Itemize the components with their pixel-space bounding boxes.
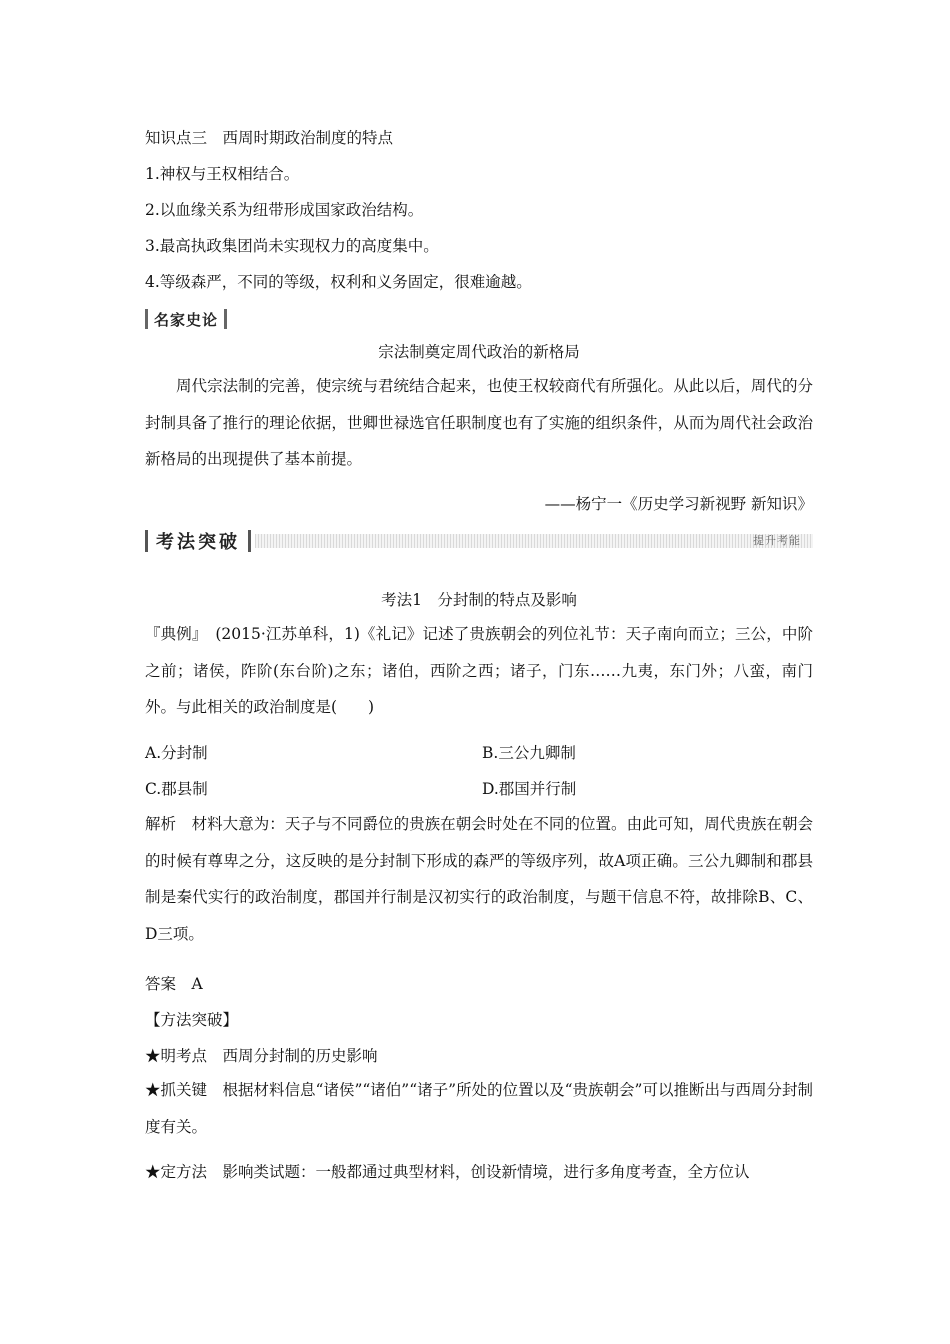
method-point-1: ★明考点 西周分封制的历史影响 xyxy=(145,1047,378,1065)
option-c: C.郡县制 xyxy=(145,780,208,798)
option-b: B.三公九卿制 xyxy=(482,744,576,762)
mingjia-tag-label: 名家史论 xyxy=(154,310,219,329)
mingjia-source: ——杨宁一《历史学习新视野 新知识》 xyxy=(544,495,813,513)
mingjia-title: 宗法制奠定周代政治的新格局 xyxy=(378,343,580,361)
method-point-2: ★抓关键 根据材料信息“诸侯”“诸伯”“诸子”所处的位置以及“贵族朝会”可以推断出与西周分封制度有关。 xyxy=(145,1081,813,1136)
option-a: A.分封制 xyxy=(145,744,208,762)
method-heading: 【方法突破】 xyxy=(145,1011,239,1029)
section-bar-right xyxy=(248,530,251,552)
mingjia-tag xyxy=(145,307,227,331)
answer: 答案 A xyxy=(145,975,203,993)
option-d: D.郡国并行制 xyxy=(482,780,577,798)
knowledge-item-3: 3.最高执政集团尚未实现权力的高度集中。 xyxy=(145,237,439,255)
example-question: 『典例』 (2015·江苏单科，1)《礼记》记述了贵族朝会的列位礼节：天子南向而立；三公，中阶之前；诸侯，阼阶(东台阶)之东；诸伯，西阶之西；诸子，门东……九夷，东门外；八蛮，南门外。与此相关的政治制度是( ) xyxy=(145,625,813,716)
knowledge-item-2: 2.以血缘关系为纽带形成国家政治结构。 xyxy=(145,201,424,219)
analysis: 解析 材料大意为：天子与不同爵位的贵族在朝会时处在不同的位置。由此可知，周代贵族在朝会的时候有尊卑之分，这反映的是分封制下形成的森严的等级序列，故A项正确。三公九卿制和郡县制是秦代实行的政治制度，郡国并行制是汉初实行的政治制度，与题干信息不符，故排除B、C、D三项。 xyxy=(145,815,813,943)
knowledge-item-1: 1.神权与王权相结合。 xyxy=(145,165,300,183)
section-header xyxy=(145,528,813,554)
kaofa-title: 考法1 分封制的特点及影响 xyxy=(381,591,577,609)
knowledge-item-4: 4.等级森严，不同的等级，权利和义务固定，很难逾越。 xyxy=(145,273,532,291)
section-subtitle: 提升考能 xyxy=(753,534,801,547)
knowledge-heading: 知识点三 西周时期政治制度的特点 xyxy=(145,129,394,147)
mingjia-body: 周代宗法制的完善，使宗统与君统结合起来，也使王权较商代有所强化。从此以后，周代的分封制具备了推行的理论依据，世卿世禄选官任职制度也有了实施的组织条件，从而为周代社会政治新格局的出现提供了基本前提。 xyxy=(145,377,813,468)
section-title: 考法突破 xyxy=(156,532,240,553)
method-point-3: ★定方法 影响类试题：一般都通过典型材料，创设新情境，进行多角度考查，全方位认 xyxy=(145,1163,750,1181)
section-pattern xyxy=(255,534,813,548)
tag-bar-right xyxy=(224,309,227,329)
